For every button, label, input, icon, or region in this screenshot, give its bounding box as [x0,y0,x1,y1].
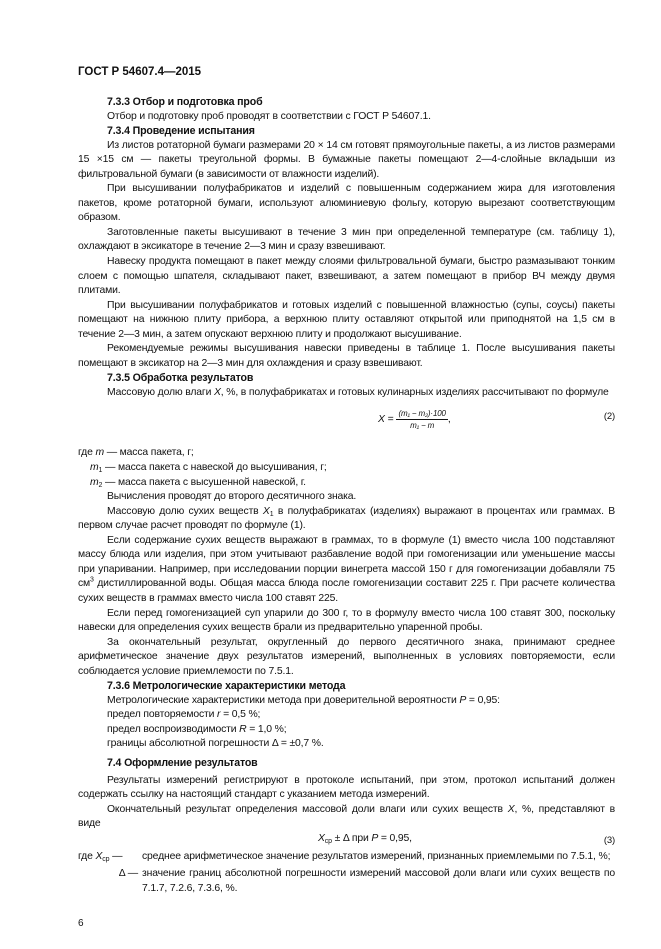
formula-3 [78,832,615,850]
formula-lhs: X = [378,413,394,425]
equation-number: (3) [603,834,615,846]
section-7-4-heading: 7.4 Оформление результатов [107,756,258,769]
subscript: 2 [98,481,103,489]
paragraph: Результаты измерений регистрируют в протоколе испытаний, при этом, протокол испытаний должен содержать ссылку на настоящий стандарт с указанием метода измерений. [78,774,615,801]
text: = 0,95, [378,832,412,844]
paragraph [78,708,615,723]
section-7-3-4-heading: 7.3.4 Проведение испытания [107,125,255,138]
variable: m [90,462,99,474]
text: Массовую долю сухих веществ [107,505,263,517]
paragraph: границы абсолютной погрешности Δ = ±0,7 %. [107,738,324,750]
text: Окончательный результат определения массовой доли влаги или сухих веществ [107,803,508,815]
document-body [78,0,615,896]
where-item [78,461,615,476]
paragraph: При высушивании полуфабрикатов и готовых изделий с повышенной влажностью (супы, соусы) пакеты помещают на нижнюю плиту прибора, а верхнюю плиту оставляют открытой или приподнятой на 1,5 см в течение 2—3 мин, а затем опускают верхнюю плиту и продолжают высушивание. [78,299,615,340]
variable: R [239,723,247,735]
paragraph [78,723,615,738]
paragraph [78,803,615,832]
formula-numerator: (m₁ − m₂)·100 [398,409,446,419]
variable: Δ [118,868,126,880]
paragraph [78,534,615,607]
text: где [78,447,96,459]
variable: P [459,694,467,706]
section-7-3-6-heading: 7.3.6 Метрологические характеристики метода [107,680,346,693]
subscript: 1 [98,467,103,475]
section-7-3-3-heading: 7.3.3 Отбор и подготовка проб [107,96,263,108]
variable: P [371,832,379,844]
page-number: 6 [78,918,84,930]
text: — масса пакета, г; [103,447,194,459]
text: — масса пакета с высушенной навеской, г. [102,476,306,488]
variable: r [217,709,221,721]
paragraph: Рекомендуемые режимы высушивания навески приведены в таблице 1. После высушивания пакеты помещают в эксикатор на 2—3 мин для охлаждения и сразу взвешивают. [78,343,615,369]
variable: X [507,803,515,815]
paragraph [78,694,615,709]
formula-2 [78,406,615,442]
paragraph: Отбор и подготовку проб проводят в соответствии с ГОСТ Р 54607.1. [107,110,431,122]
text: , %, в полуфабрикатах и готовых кулинарных изделиях рассчитывают по формуле [220,386,609,398]
paragraph: Заготовленные пакеты высушивают в течение 3 мин при определенной температуре (см. таблицу 1), охлаждают в эксикаторе в течение 2—3 мин и сразу взвешивают. [78,226,615,253]
where-item [78,476,615,491]
text: = 0,95: [466,694,500,706]
variable: m [95,447,104,459]
formula-comma: , [447,413,451,425]
where-item: Δ — значение границ абсолютной погрешности измерений массовой доли влаги или сухих веществ по 7.1.7, 7.2.6, 7.3.6, %. [78,867,615,896]
document-header: ГОСТ Р 54607.4—2015 [78,66,202,78]
where-item: где $X_{ср}$ — среднее арифметическое значение результатов измерений, признанных приемлемыми по 7.5.1, %; [78,850,615,865]
subscript: 1 [269,510,274,518]
text: = 0,5 %; [220,709,261,721]
text: Если содержание сухих веществ выражают в граммах, то в формуле (1) вместо числа 100 подставляют массу блюда или изделия, при этом учитывают разбавление водой при гомогенизации или уменьшение массы при упаривании. Например, при исследовании порции винегрета массой 150 г для гомогенизации добавляли 75 см [78,534,615,590]
section-7-3-5-heading: 7.3.5 Обработка результатов [107,372,254,385]
superscript: 3 [90,576,94,584]
paragraph: Если перед гомогенизацией суп упарили до 300 г, то в формулу вместо числа 100 ставят 300, поскольку навески для определения сухих веществ брали из предварительно упаренной пробы. [78,607,615,634]
paragraph [78,505,615,534]
text: — масса пакета с навеской до высушивания, г; [102,462,327,474]
paragraph [78,386,615,401]
paragraph: Из листов ротаторной бумаги размерами 20 × 14 см готовят прямоугольные пакеты, а из листов размерами 15 ×15 см — пакеты треугольной формы. В бумажные пакеты помещают 2—4-слойные вкладыши из фильтровальной бумаги (в зависимости от влажности изделий). [78,139,615,180]
text: , %, представляют в виде [78,803,615,830]
equation-number: (2) [603,411,615,423]
paragraph: Навеску продукта помещают в пакет между слоями фильтровальной бумаги, быстро размазывают тонким слоем с помощью шпателя, складывают пакет, взвешивают, а затем помещают в прибор ВЧ между двумя плитами. [78,256,615,297]
where-item [78,446,615,461]
text: среднее арифметическое значение результатов измерений, признанных приемлемыми по 7.5.1, %; [142,850,611,862]
paragraph: Вычисления проводят до второго десятичного знака. [107,491,357,503]
variable: m [90,476,99,488]
text: Массовую долю влаги [107,386,214,398]
paragraph: За окончательный результат, округленный до первого десятичного знака, принимают среднее арифметическое значение двух результатов измерений, выполненных в условиях повторяемости, если соблюдается условие приемлемости по 7.5.1. [78,636,615,677]
text: предел воспроизводимости [107,723,240,735]
text: где [78,850,96,862]
text: ± Δ при [331,832,372,844]
subscript: ср [324,837,332,845]
text: Метрологические характеристики метода при доверительной вероятности [107,694,460,706]
text: = 1,0 %; [246,723,287,735]
variable: X [262,505,270,517]
text: в полуфабрикатах (изделиях) выражают в процентах или граммах. В первом случае расчет проводят по формуле (1). [78,505,615,532]
formula-denominator: m₁ − m [410,421,435,431]
text: дистиллированной воды. Общая масса блюда после гомогенизации составит 225 г. При расчете количества сухих веществ в граммах вместо числа 100 ставят 225. [78,578,615,604]
text: предел повторяемости [107,709,218,721]
variable: X [95,850,103,862]
text: значение границ абсолютной погрешности измерений массовой доли влаги или сухих веществ по 7.1.7, 7.2.6, 7.3.6, %. [142,868,615,894]
paragraph: При высушивании полуфабрикатов и изделий с повышенным содержанием жира для изготовления пакетов, кроме ротаторной бумаги, используют алюминиевую фольгу, которую вырезают соответствующим образом. [78,183,615,224]
subscript: ср [102,855,110,863]
variable: X [318,832,325,844]
variable: X [213,386,221,398]
